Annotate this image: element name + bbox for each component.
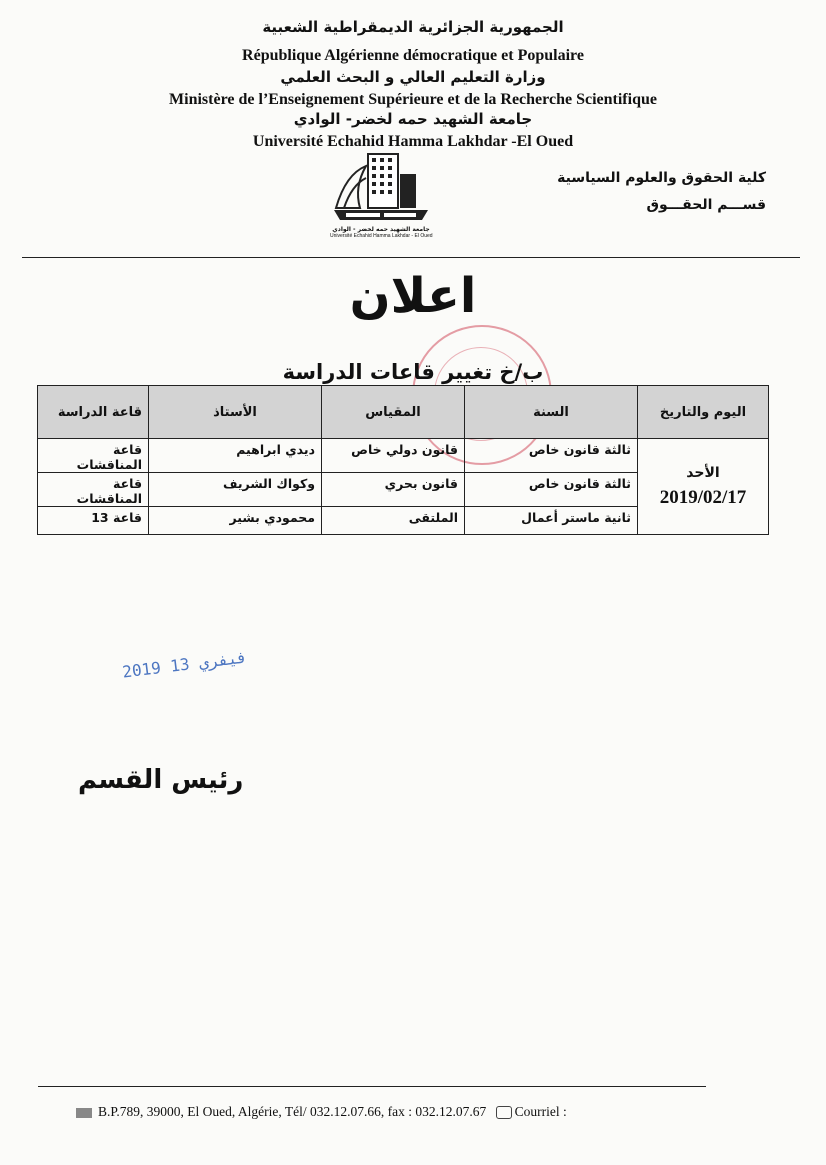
day-name: الأحد xyxy=(686,464,720,481)
university-fr: Université Echahid Hamma Lakhdar -El Oued xyxy=(252,133,574,150)
republic-fr: République Algérienne démocratique et Populaire xyxy=(242,47,584,64)
mailbox-icon xyxy=(76,1108,92,1118)
page-title: اعلان xyxy=(349,268,477,324)
footer-address xyxy=(76,1104,567,1120)
cell-year: ثانية ماستر أعمال xyxy=(465,507,638,535)
cell-professor: ديدي ابراهيم xyxy=(149,439,322,473)
cell-year: ثالثة قانون خاص xyxy=(465,439,638,473)
table-header-row xyxy=(38,386,769,439)
cell-hall: قاعة 13 xyxy=(38,507,149,535)
email-icon xyxy=(496,1106,512,1119)
cell-subject: الملتقى xyxy=(322,507,465,535)
ministry-ar: وزارة التعليم العالي و البحث العلمي xyxy=(280,68,546,86)
logo-caption-fr: Université Echahid Hamma Lakhdar - El Oued xyxy=(330,233,433,239)
university-logo-icon xyxy=(330,150,432,222)
date-stamp: 2019 فيفري 13 xyxy=(121,647,248,682)
cell-professor: محمودي بشير xyxy=(149,507,322,535)
ministry-fr: Ministère de l’Enseignement Supérieure et de la Recherche Scientifique xyxy=(169,91,657,108)
table-row xyxy=(38,439,769,473)
university-logo xyxy=(330,150,432,240)
cell-professor: وكواك الشريف xyxy=(149,473,322,507)
day-cell xyxy=(638,439,769,535)
day-date: 2019/02/17 xyxy=(659,486,747,508)
cell-year: ثالثة قانون خاص xyxy=(465,473,638,507)
university-ar: جامعة الشهيد حمه لخضر- الوادي xyxy=(293,110,533,128)
footer-courriel: Courriel : xyxy=(514,1104,567,1119)
header-divider xyxy=(22,257,800,258)
header-subject: المقياس xyxy=(322,386,465,439)
footer-contact: B.P.789, 39000, El Oued, Algérie, Tél/ 032.12.07.66, fax : 032.12.07.67 xyxy=(98,1104,487,1119)
header-day: اليوم والتاريخ xyxy=(638,386,769,439)
logo-caption-ar: جامعة الشهيد حمه لخضر - الوادي xyxy=(332,226,430,233)
header-professor: الأستاذ xyxy=(149,386,322,439)
republic-ar: الجمهورية الجزائرية الديمقراطية الشعبية xyxy=(262,18,564,36)
schedule-table xyxy=(37,385,769,535)
cell-subject: قانون دولي خاص xyxy=(322,439,465,473)
page-subtitle: ب/خ تغيير قاعات الدراسة xyxy=(282,360,544,384)
cell-hall: قاعة المناقشات xyxy=(38,439,149,473)
header-hall: قاعة الدراسة xyxy=(38,386,149,439)
cell-subject: قانون بحري xyxy=(322,473,465,507)
cell-hall: قاعة المناقشات xyxy=(38,473,149,507)
header-year: السنة xyxy=(465,386,638,439)
footer-divider xyxy=(38,1086,706,1087)
department-head-label: رئيس القسم xyxy=(78,765,244,795)
faculty-name: كلية الحقوق والعلوم السياسية xyxy=(557,170,766,186)
department-name: قســـم الحقـــوق xyxy=(646,197,766,213)
